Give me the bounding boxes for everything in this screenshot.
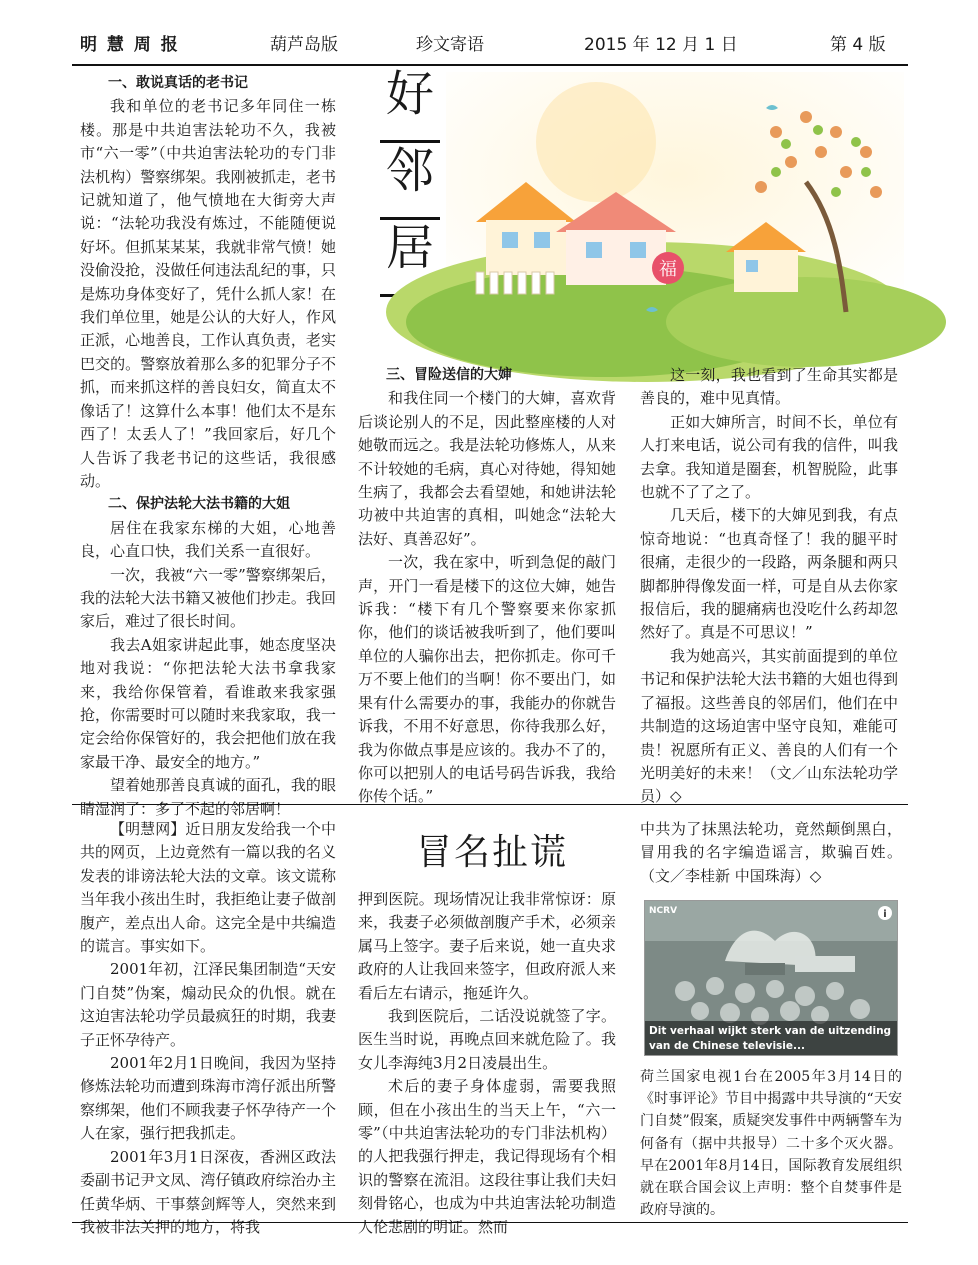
fu-badge: 福 <box>659 259 677 280</box>
paragraph: 望着她那善良真诚的面孔，我的眼睛湿润了：多了不起的邻居啊！ <box>80 776 336 818</box>
paragraph: 2001年2月1日晚间，我因为坚持修炼法轮功而遭到珠海市湾仔派出所警察绑架，他们不顾我妻子怀孕待产一个人在家，强行把我抓走。 <box>80 1054 336 1143</box>
paragraph: 术后的妻子身体虚弱，需要我照顾，但在小孩出生的当天上午，“六一零”（中共迫害法轮功的专门非法机构）的人把我强行押走，我记得现场有个相识的警察在流泪。这段往事让我们夫妇刻骨铭心，也成为中共迫害法轮功制造人伦悲剧的明证。然而 <box>358 1077 616 1236</box>
paragraph: 我为她高兴，其实前面提到的单位书记和保护法轮大法书籍的大姐也得到了福报。这些善良的邻居们，他们在中共制造的这场迫害中坚守良知，难能可贵！祝愿所有正义、善良的人们有一个光明美好的未来！（文／山东法轮功学员）◇ <box>640 646 898 806</box>
story1-title-char: 邻 <box>380 147 440 220</box>
subheading: 二、保护法轮大法书籍的大姐 <box>108 496 290 513</box>
story2-title: 冒名扯谎 <box>415 832 568 873</box>
tiananmen-tv-photo <box>644 900 898 1056</box>
subheading: 一、敢说真话的老书记 <box>108 75 248 91</box>
paragraph: 一次，我在家中，听到急促的敲门声，开门一看是楼下的这位大婶，她告诉我：“楼下有几个警察要来你家抓你，他们的谈话被我听到了，他们要叫单位的人骗你出去，把你抓走。你可千万不要上他们的当啊！你不要出门，如果有什么需要办的事，我能办的你就告诉我，不用不好意思，你待我那么好，我为你做点事是应该的。我办不了的，你可以把别人的电话号码告诉我，我给你传个话。” <box>358 553 616 806</box>
paragraph: 我去A姐家讲起此事，她态度坚决地对我说：“你把法轮大法书拿我家来，我给你保管着，看谁敢来我家强抢，你需要时可以随时来我家取，我一定会给你保管好的，我会把他们放在我家最干净、最安全的地方。” <box>80 635 336 771</box>
photo-caption: 荷兰国家电视1台在2005年3月14日的《时事评论》节目中揭露中共导演的“天安门自焚”假案，质疑突发事件中两辆警车为何备有（据中共报导）二十多个灭火器。早在2001年8月14日，国际教育发展组织就在联合国会议上声明：整个自焚事件是政府导演的。 <box>640 1069 902 1219</box>
paragraph: 一次，我被“六一零”警察绑架后，我的法轮大法书籍又被他们抄走。我回家后，难过了很长时间。 <box>80 565 336 631</box>
paragraph: 正如大婶所言，时间不长，单位有人打来电话，说公司有我的信件，叫我去拿。我知道是圈套，机智脱险，此事也就不了了之了。 <box>640 412 898 502</box>
neighbors-illustration <box>446 72 904 330</box>
paragraph: 居住在我家东梯的大姐，心地善良，心直口快，我们关系一直很好。 <box>80 518 336 561</box>
edition-name: 葫芦岛版 <box>270 35 338 55</box>
paragraph: 【明慧网】近日朋友发给我一个中共的网页，上边竟然有一篇以我的名义发表的诽谤法轮大法的文章。该文谎称当年我小孩出生时，我拒绝让妻子做剖腹产，差点出人命。这完全是中共编造的谎言。事实如下。 <box>80 820 336 956</box>
paragraph: 2001年初，江泽民集团制造“天安门自焚”伪案，煽动民众的仇恨。就在这迫害法轮功学员最疯狂的时期，我妻子正怀孕待产。 <box>80 960 336 1049</box>
paragraph: 押到医院。现场情况让我非常惊讶：原来，我妻子必须做剖腹产手术，必须亲属马上签字。妻子后来说，她一直央求政府的人让我回来签字，但政府派人来看后左右请示，拖延许久。 <box>358 890 616 1002</box>
bottom-rule <box>72 1222 908 1223</box>
story1-column-1 <box>80 72 336 818</box>
story2-column-3 <box>640 818 902 890</box>
story1-column-2 <box>358 364 616 806</box>
masthead <box>80 30 910 56</box>
subheading: 三、冒险送信的大婶 <box>386 367 512 383</box>
paragraph: 这一刻，我也看到了生命其实都是善良的，难中见真情。 <box>640 366 898 408</box>
photo-overlay-line2: van de Chinese televisie... <box>649 1040 805 1052</box>
paper-name: 明 慧 周 报 <box>80 35 180 55</box>
page-number: 第 4 版 <box>830 35 886 55</box>
story2-column-1 <box>80 818 336 1236</box>
ncrv-logo: NCRV <box>649 906 678 916</box>
paragraph: 我和单位的老书记多年同住一栋楼。那是中共迫害法轮功不久，我被市“六一零”（中共迫害法轮功的专门非法机构）警察绑架。我刚被抓走，老书记就知道了，他气愤地在大街旁大声说：“法轮功我没有炼过，不能随便说好坏。但抓某某某，我就非常气愤！她没偷没抢，没做任何违法乱纪的事，只是炼功身体变好了，凭什么抓人家！在我们单位里，她是公认的大好人，作风正派，心地善良，工作认真负责，老实巴交的。警察放着那么多的犯罪分子不抓，而来抓这样的善良妇女，简直太不像话了！这算什么本事！他们太不是东西了！太丢人了！”我回家后，好几个人告诉了我老书记的这些话，我很感动。 <box>80 97 336 490</box>
info-icon: i <box>883 909 887 920</box>
section-name: 珍文寄语 <box>416 35 484 55</box>
story2-column-2 <box>358 888 616 1236</box>
paragraph: 几天后，楼下的大婶见到我，有点惊奇地说：“也真奇怪了！我的腿平时很痛，走很少的一段路，两条腿和两只脚都肿得像发面一样，可是自从去你家报信后，我的腿痛病也没吃什么药却忽然好了。真是不可思议！” <box>640 506 898 642</box>
paragraph: 中共为了抹黑法轮功，竟然颠倒黑白，冒用我的名字编造谣言，欺骗百姓。（文／李桂新 中国珠海）◇ <box>640 820 902 885</box>
story1-title-char: 居 <box>380 224 440 297</box>
story1-title-char: 好 <box>380 70 440 143</box>
section-divider <box>72 804 908 805</box>
paragraph: 和我住同一个楼门的大婶，喜欢背后谈论别人的不足，因此整座楼的人对她敬而远之。我是法轮功修炼人，从来不计较她的毛病，真心对待她，得知她生病了，我都会去看望她，和她讲法轮功被中共迫害的真相，叫她念“法轮大法好、真善忍好”。 <box>358 389 616 548</box>
story1-column-3 <box>640 364 898 806</box>
masthead-rule <box>72 64 908 66</box>
paragraph: 我到医院后，二话没说就签了字。医生当时说，再晚点回来就危险了。我女儿李海纯3月2日凌晨出生。 <box>358 1007 616 1072</box>
story1-title <box>380 66 440 301</box>
photo-overlay-line1: Dit verhaal wijkt sterk van de uitzending <box>649 1025 892 1037</box>
issue-date: 2015 年 12 月 1 日 <box>584 35 738 55</box>
paragraph: 2001年3月1日深夜，香洲区政法委副书记尹文凤、湾仔镇政府综治办主任黄华炳、干事蔡剑辉等人，突然来到我被非法关押的地方，将我 <box>80 1147 336 1236</box>
